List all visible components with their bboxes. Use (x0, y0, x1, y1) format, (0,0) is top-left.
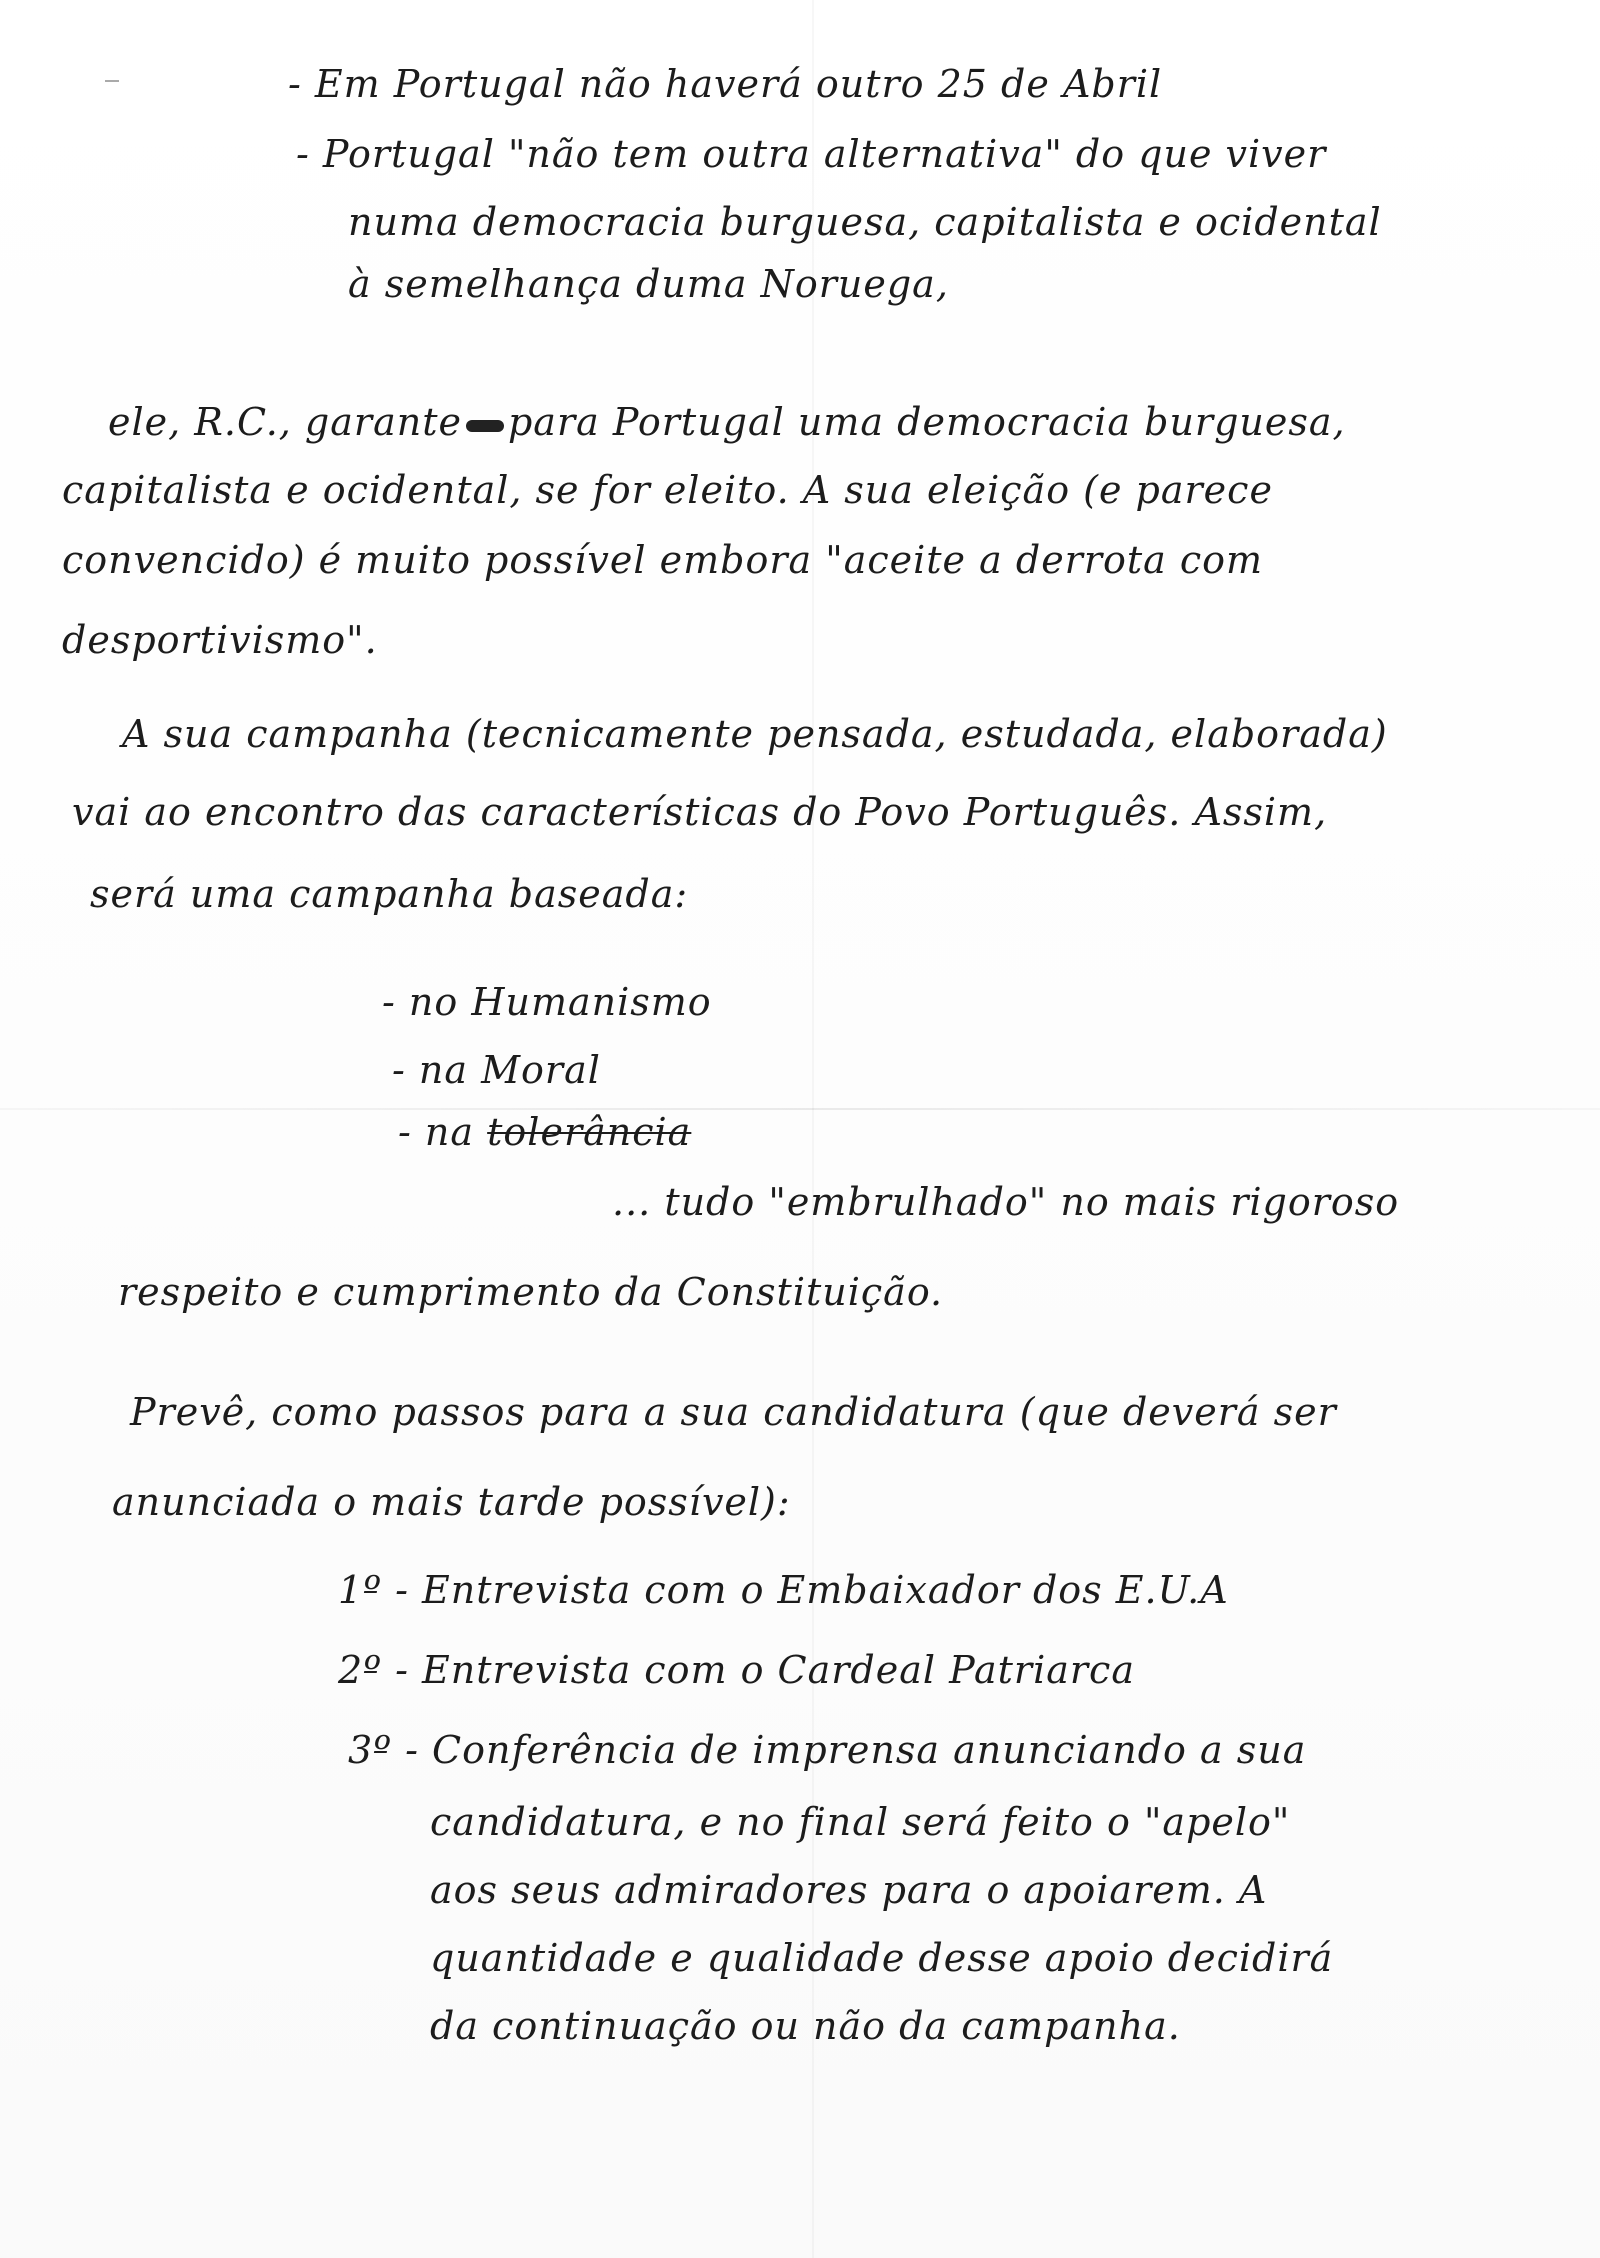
text-line: A sua campanha (tecnicamente pensada, estudada, elaborada) (122, 712, 1388, 756)
text-line: ... tudo "embrulhado" no mais rigoroso (612, 1180, 1400, 1224)
corner-mark (105, 80, 119, 82)
paper-fold-vertical (812, 0, 814, 2258)
text-line (108, 400, 1346, 446)
paper-fold-horizontal (0, 1108, 1600, 1110)
text-fragment: para Portugal uma democracia burguesa, (507, 400, 1346, 444)
text-line: à semelhança duma Noruega, (348, 262, 949, 306)
text-line: desportivismo". (62, 618, 378, 662)
text-fragment: ele, R.C., garante (108, 400, 462, 444)
numbered-step: 3º - Conferência de imprensa anunciando a sua (348, 1728, 1307, 1772)
text-line: convencido) é muito possível embora "aceite a derrota com (62, 538, 1264, 582)
list-item: - na Moral (392, 1048, 601, 1092)
list-item-prefix: - na (398, 1110, 475, 1154)
text-line: capitalista e ocidental, se for eleito. A sua eleição (e parece (62, 468, 1273, 512)
step-continuation: aos seus admiradores para o apoiarem. A (430, 1868, 1268, 1912)
step-continuation: candidatura, e no final será feito o "apelo" (430, 1800, 1291, 1844)
list-item: - no Humanismo (382, 980, 712, 1024)
step-continuation: quantidade e qualidade desse apoio decidirá (430, 1936, 1334, 1980)
text-line: numa democracia burguesa, capitalista e ocidental (348, 200, 1382, 244)
text-line: - Portugal "não tem outra alternativa" do que viver (296, 132, 1327, 176)
text-line: respeito e cumprimento da Constituição. (118, 1270, 944, 1314)
text-line: será uma campanha baseada: (90, 872, 689, 916)
ink-blot (466, 420, 504, 432)
text-line: - Em Portugal não haverá outro 25 de Abril (288, 62, 1163, 106)
step-continuation: da continuação ou não da campanha. (430, 2004, 1181, 2048)
text-line: vai ao encontro das características do Povo Português. Assim, (72, 790, 1328, 834)
numbered-step: 2º - Entrevista com o Cardeal Patriarca (338, 1648, 1135, 1692)
struck-word: tolerância (487, 1110, 692, 1154)
text-line: anunciada o mais tarde possível): (112, 1480, 791, 1524)
numbered-step: 1º - Entrevista com o Embaixador dos E.U.A (338, 1568, 1229, 1612)
list-item (398, 1110, 691, 1156)
text-line: Prevê, como passos para a sua candidatura (que deverá ser (130, 1390, 1337, 1434)
